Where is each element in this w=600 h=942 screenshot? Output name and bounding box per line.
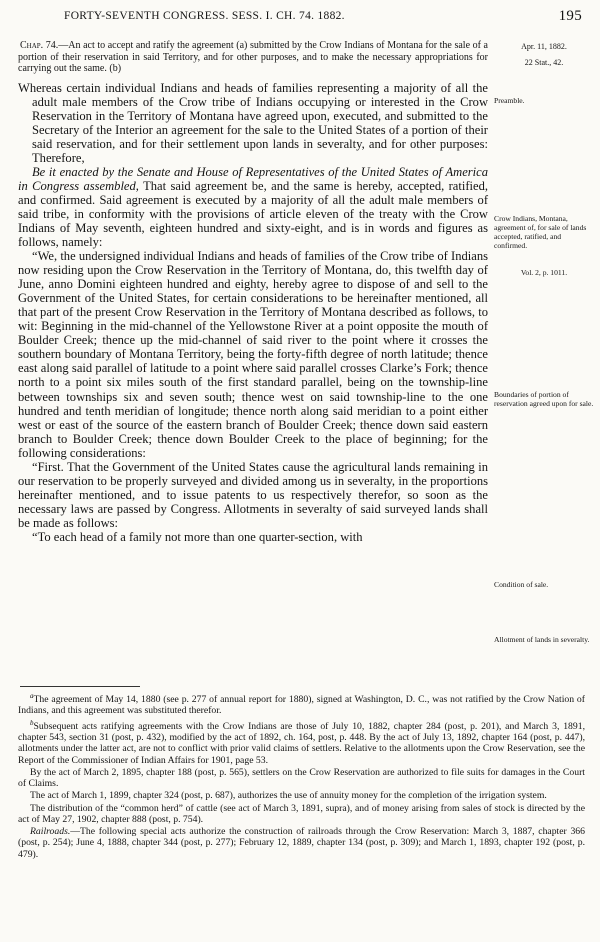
footnote-a-text: The agreement of May 14, 1880 (see p. 277 of annual report for 1880), signed at Washington, D. C., was not ratified by the Crow Nation of Indians, and this agreement was substituted therefor.	[18, 694, 585, 717]
main-text-column	[18, 40, 488, 544]
footnote-b-text: Subsequent acts ratifying agreements with the Crow Indians are those of July 10, 1882, chapter 284 (post, p. 201), and March 3, 1891, chapter 543, section 31 (post, p. 432), modified by the act of 1892, ch. 164, post, p. 448. By the act of July 13, 1892, chapter 164 (post, p. 447), allotments under the latter act, are not to conflict with prior valid claims of settlers. Relative to the allotments upon the Crow Reservation, see the Report of the Commissioner of Indian Affairs for 1901, page 53.	[18, 720, 585, 766]
margin-allotment: Allotment of lands in severalty.	[494, 635, 590, 644]
footnote-d: The act of March 1, 1899, chapter 324 (post, p. 687), authorizes the use of annuity money for the completion of the irrigation system.	[30, 790, 547, 802]
railroads-label: Railroads.	[30, 826, 71, 838]
margin-preamble: Preamble.	[494, 96, 525, 105]
footnote-railroads	[18, 826, 585, 860]
agreement-paragraph: “We, the undersigned individual Indians and heads of families of the Crow tribe of Indians now residing upon the Crow Reservation in the Territory of Montana, do, this twelfth day of June, anno Domini eighteen hundred and eighty, hereby agree to dispose of and sell to the Government of the United States, for certain considerations to be hereinafter mentioned, all that part of the present Crow Reservation in the Territory of Montana described as follows, to wit: Beginning in the mid-channel of the Yellowstone River at a point opposite the mouth of Boulder Creek; thence up the mid-channel of said river to the point where it crosses the southern boundary of Montana Territory, being the forty-fifth degree of north latitude; thence east along said parallel of latitude to a point where said parallel crosses Clarke’s Fork; thence north to a point six miles south of the first standard parallel, being on the township-line between townships six and seven south; thence west on said township-line to the one hundred and tenth meridian of longitude; thence north along said meridian to a point either west or east of the source of the eastern branch of Boulder Creek; thence down said eastern branch to Boulder Creek; thence down Boulder Creek to the place of beginning; for the following considerations:	[18, 249, 488, 460]
footnote-a	[18, 691, 585, 717]
enacting-text: That said agreement be, and the same is hereby, accepted, ratified, and confirmed. Said agreement is executed by a majority of all the adult male members of said tribe, in conformity with the provisions of article eleven of the treaty with the Crow Indians of May seventh, eighteen hundred and sixty-eight, and is in words and figures as follows, namely:	[18, 178, 488, 250]
margin-vol: Vol. 2, p. 1011.	[520, 268, 568, 277]
running-head: FORTY-SEVENTH CONGRESS. SESS. I. CH. 74. 1882.	[64, 10, 345, 22]
footnote-c: By the act of March 2, 1895, chapter 188 (post, p. 565), settlers on the Crow Reservation are authorized to file suits for damages in the Court of Claims.	[18, 766, 585, 790]
first-condition-paragraph: “First. That the Government of the United States cause the agricultural lands remaining in our reservation to be properly surveyed and divided among us in severalty, in the proportions hereinafter mentioned, and to issue patents to us respectively therefor, so soon as the necessary laws are passed by Congress. Allotments in severalty of said surveyed lands shall be made as follows:	[18, 459, 488, 530]
margin-condition: Condition of sale.	[494, 580, 549, 589]
railroads-text: —The following special acts authorize the construction of railroads through the Crow Reservation: March 3, 1887, chapter 366 (post, p. 254); June 4, 1888, chapter 344 (post, p. 277); February 12, 1889, chapter 134 (post, p. 309); and March 1, 1893, chapter 192 (post, p. 479).	[18, 826, 585, 860]
running-header	[14, 8, 582, 28]
whereas-paragraph: Whereas certain individual Indians and heads of families representing a majority of all the adult male members of the Crow tribe of Indians occupying or interested in the Crow Reservation in the Territory of Montana have agreed upon, executed, and submitted to the Secretary of the Interior an agreement for the sale to the United States of a portion of their said reservation, and for their settlement upon lands in severalty, and for other purposes: Therefore,	[18, 80, 488, 165]
footnote-rule	[20, 686, 140, 687]
enacting-paragraph	[18, 165, 488, 249]
footnote-b-marker: b	[30, 718, 34, 727]
chapter-number: Chap. 74.	[20, 40, 59, 51]
footnote-e: The distribution of the “common herd” of cattle (see act of March 3, 1891, supra), and of money arising from sales of stock is directed by the act of May 27, 1902, chapter 888 (post, p. 754).	[18, 802, 585, 825]
margin-crow-indians: Crow Indians, Montana, agreement of, for sale of lands accepted, ratified, and confirmed.	[494, 214, 587, 250]
margin-date: Apr. 11, 1882.	[521, 42, 567, 51]
footnote-b	[18, 718, 585, 766]
chapter-title: —An act to accept and ratify the agreement (a) submitted by the Crow Indians of Montana for the sale of a portion of their reservation in said Territory, and for other purposes, and to make the necessary appropriations for carrying out the same. (b)	[18, 40, 488, 74]
allotment-paragraph: “To each head of a family not more than one quarter-section, with	[32, 530, 363, 544]
page-number: 195	[558, 8, 582, 24]
act-body	[18, 81, 488, 545]
margin-citation: 22 Stat., 42.	[524, 58, 564, 67]
margin-boundaries: Boundaries of portion of reservation agreed upon for sale.	[494, 390, 594, 408]
chapter-heading	[18, 40, 488, 75]
footnote-a-marker: a	[30, 692, 34, 700]
footnotes	[18, 686, 585, 861]
enacting-clause: Be it enacted by the Senate and House of Representatives of the United States of America in Congress assembled,	[18, 164, 488, 193]
